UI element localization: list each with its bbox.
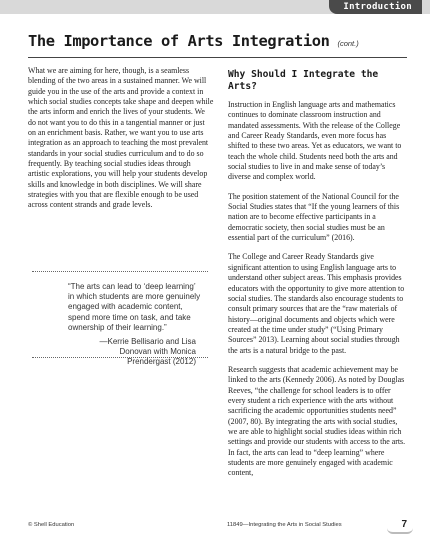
section-heading: Why Should I Integrate the Arts? (228, 69, 379, 92)
attribution-line: —Kerrie Bellisario and Lisa (99, 337, 196, 347)
quote-divider-top (32, 271, 208, 272)
page-number: 7 (401, 519, 407, 530)
attribution-line: Prendergast (2012) (127, 357, 196, 367)
pull-quote (28, 271, 212, 367)
right-paragraph: Research suggests that academic achievement may be linked to the arts (Kennedy 2006). As noted by Douglas Reeves, “the challenge for school leaders is to offer every student a rich experience with the arts without sacrificing the academic opportunities students need” (2007, 80). By integrating the arts with social studies, we are able to highlight social studies ideas within rich settings and provide our students with access to the arts. In fact, the arts can lead to “deep learning” where students are more genuinely engaged with academic content, (228, 364, 406, 478)
quote-text: “The arts can lead to ‘deep learning’ in which students are more genuinely engaged with academic content, spend more time on task, and take ownership of their learning.” (68, 282, 201, 332)
right-paragraph: The position statement of the National Council for the Social Studies states that “If the young learners of this nation are to become effective participants in a democratic society, then social studies must be an essential part of the curriculum” (2016). (228, 191, 400, 243)
title-divider (28, 57, 407, 58)
section-tab: Introduction (329, 0, 422, 14)
footer-book-title: 11849—Integrating the Arts in Social Studies (227, 522, 342, 528)
page-number-swoosh (387, 528, 413, 534)
page-title-row (28, 32, 408, 54)
continued-label: (cont.) (337, 39, 359, 48)
page-title: The Importance of Arts Integration (28, 32, 330, 50)
right-paragraph: The College and Career Ready Standards give significant attention to using English language arts to understand other subject areas. This emphasis provides educators with the opportunity to give more attention to social studies. The standards also encourage students to consult primary sources that are the “raw materials of history—original documents and objects which were created at the time under study” (“Using Primary Sources” 2013). Learning about social studies through the arts is a natural bridge to the past. (228, 252, 405, 355)
attribution-line: Donovan with Monica (119, 347, 196, 357)
right-paragraph: Instruction in English language arts and mathematics continues to dominate classroom instruction and mandated assessments. With the release of the College and Career Ready Standards, even more focus has shifted to these two areas. Yet as educators, we want to teach the whole child. Students need both the arts and social studies to live in and make sense of today’s diverse and complex world. (228, 100, 402, 182)
right-column (228, 66, 408, 488)
left-column (28, 66, 214, 220)
footer-publisher: © Shell Education (28, 522, 75, 528)
quote-attribution (28, 337, 196, 368)
header-bar (0, 0, 430, 14)
quote-divider-bottom (32, 357, 208, 358)
left-paragraph: What we are aiming for here, though, is a seamless blending of the two areas in a sustained manner. We will guide you in the use of the arts and provide a context in which social studies concepts take shape and deepen while the arts inform and enrich the lives of your students. We do not want you to do this in a tangential manner or just on an enrichment basis. Rather, we want you to use arts integration as an approach to teaching the most prevalent standards in your social studies curriculum and to do so frequently. By teaching social studies ideas through artistic explorations, you will help your students develop skills and knowledge in both disciplines. We will share strategies with you that are flexible enough to be used across content strands and grade levels. (28, 66, 214, 210)
page-footer (28, 519, 407, 532)
